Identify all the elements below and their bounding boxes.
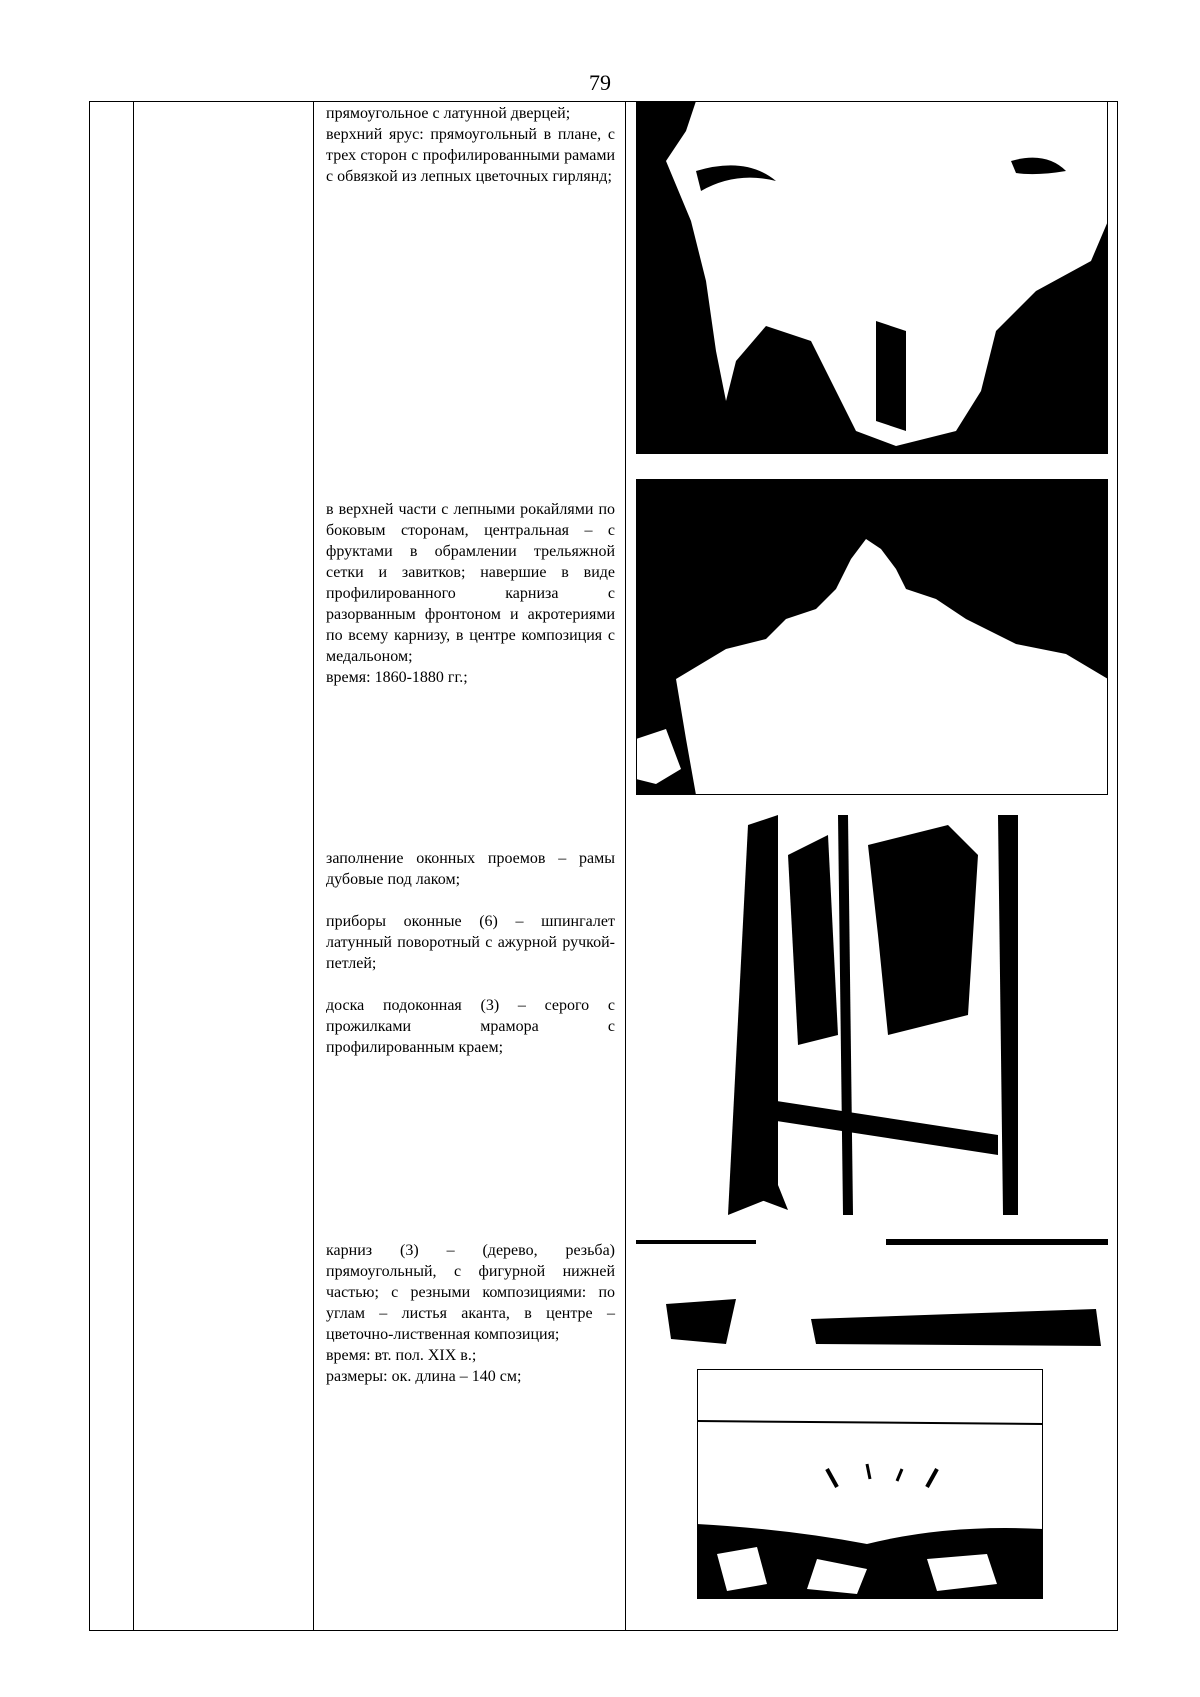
- cornice-detail-photo: [697, 1369, 1043, 1599]
- table-column-border: [89, 101, 90, 1631]
- window-frame-photo: [718, 815, 1018, 1215]
- description-paragraph: доска подоконная (3) – серого с прожилками мрамора с профилированным краем;: [326, 997, 615, 1056]
- stove-pediment-photo: [636, 479, 1108, 795]
- description-block: [326, 1240, 615, 1387]
- description-block: [326, 499, 615, 688]
- description-paragraph: приборы оконные (6) – шпингалет латунный поворотный с ажурной ручкой-петлей;: [326, 913, 615, 972]
- page-number: 79: [589, 70, 611, 95]
- table-column-border: [625, 101, 626, 1631]
- description-paragraph: размеры: ок. длина – 140 см;: [326, 1368, 522, 1385]
- stove-upper-tier-photo: [636, 101, 1108, 454]
- cornice-strip-photo: [636, 1234, 1108, 1354]
- table-column-border: [313, 101, 314, 1631]
- description-paragraph: заполнение оконных проемов – рамы дубовые под лаком;: [326, 850, 615, 888]
- description-paragraph: прямоугольное с латунной дверцей;: [326, 105, 571, 122]
- description-block: [326, 103, 615, 187]
- description-paragraph: время: вт. пол. XIX в.;: [326, 1347, 477, 1364]
- description-paragraph: верхний ярус: прямоугольный в плане, с трех сторон с профилированными рамами с обвязкой из лепных цветочных гирлянд;: [326, 126, 615, 185]
- description-block: [326, 848, 615, 1058]
- description-paragraph: время: 1860-1880 гг.;: [326, 669, 468, 686]
- table-column-border: [1117, 101, 1118, 1631]
- description-paragraph: в верхней части с лепными рокайлями по боковым сторонам, центральная – с фруктами в обрамлении трельяжной сетки и завитков; навершие в виде профилированного карниза с разорванным фронтоном и акротериями по всему карнизу, в центре композиция с медальоном;: [326, 501, 615, 665]
- description-paragraph: карниз (3) – (дерево, резьба) прямоугольный, с фигурной нижней частью; с резными композициями: по углам – листья аканта, в центре – цветочно-лиственная композиция;: [326, 1242, 615, 1343]
- table-bottom-border: [89, 1630, 1117, 1631]
- table-column-border: [133, 101, 134, 1631]
